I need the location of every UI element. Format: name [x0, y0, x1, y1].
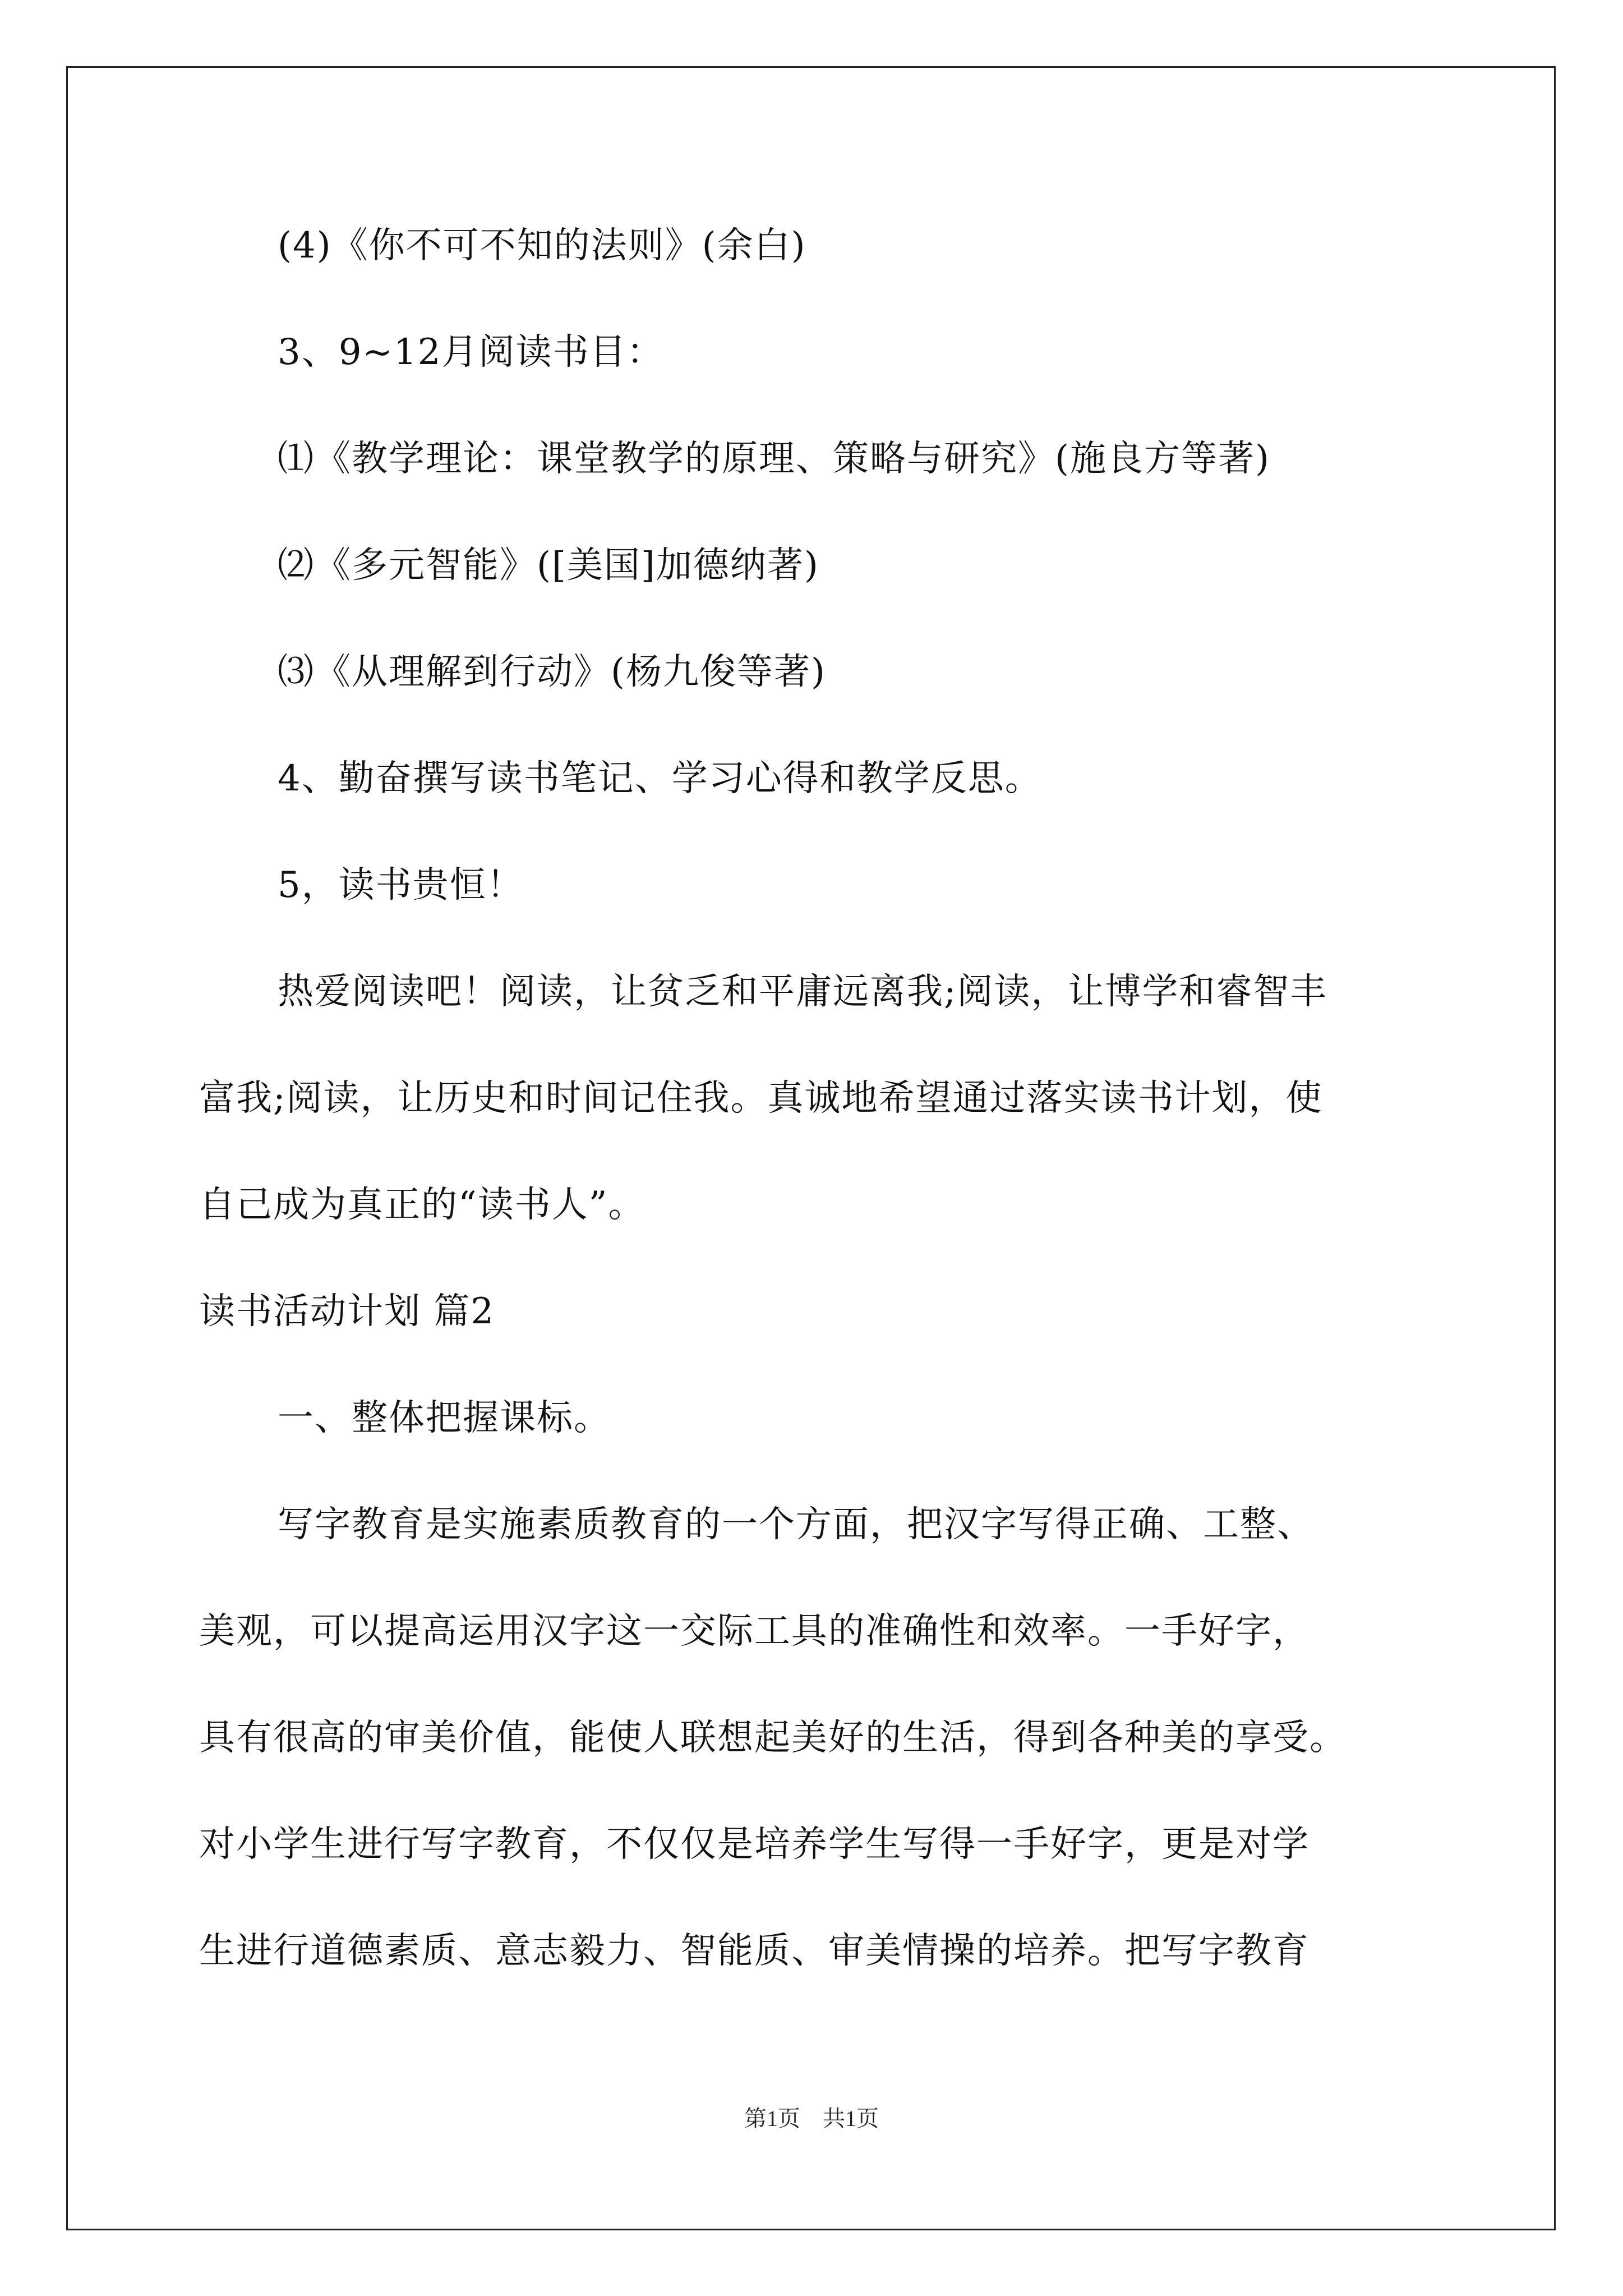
text-line: 写字教育是实施素质教育的一个方面，把汉字写得正确、工整、 [278, 1504, 1314, 1545]
section-heading: 读书活动计划 篇2 [199, 1291, 495, 1332]
text-line: ⑶《从理解到行动》(杨九俊等著) [278, 651, 826, 693]
text-line: 一、整体把握课标。 [278, 1397, 611, 1439]
text-line: (4)《你不可不知的法则》(余白) [278, 225, 806, 266]
text-line: 自己成为真正的“读书人”。 [199, 1184, 645, 1226]
text-line: 3、9~12月阅读书目： [278, 332, 664, 373]
text-line: ⑴《教学理论：课堂教学的原理、策略与研究》(施良方等著) [278, 438, 1270, 480]
text-line: 热爱阅读吧！阅读，让贫乏和平庸远离我;阅读，让博学和睿智丰 [278, 971, 1327, 1013]
text-line: 5，读书贵恒！ [278, 864, 524, 906]
text-line: 生进行道德素质、意志毅力、智能质、审美情操的培养。把写字教育 [199, 1930, 1310, 1972]
page-footer: 第1页 共1页 [744, 2106, 879, 2131]
text-line: 富我;阅读，让历史和时间记住我。真诚地希望通过落实读书计划，使 [199, 1078, 1323, 1119]
text-line: 4、勤奋撰写读书笔记、学习心得和教学反思。 [278, 758, 1042, 799]
text-line: 美观，可以提高运用汉字这一交际工具的准确性和效率。一手好字， [199, 1611, 1310, 1652]
text-line: 对小学生进行写字教育，不仅仅是培养学生写得一手好字，更是对学 [199, 1824, 1310, 1865]
page-border [66, 66, 1556, 2230]
text-line: 具有很高的审美价值，能使人联想起美好的生活，得到各种美的享受。 [199, 1717, 1347, 1759]
text-line: ⑵《多元智能》([美国]加德纳著) [278, 545, 819, 586]
